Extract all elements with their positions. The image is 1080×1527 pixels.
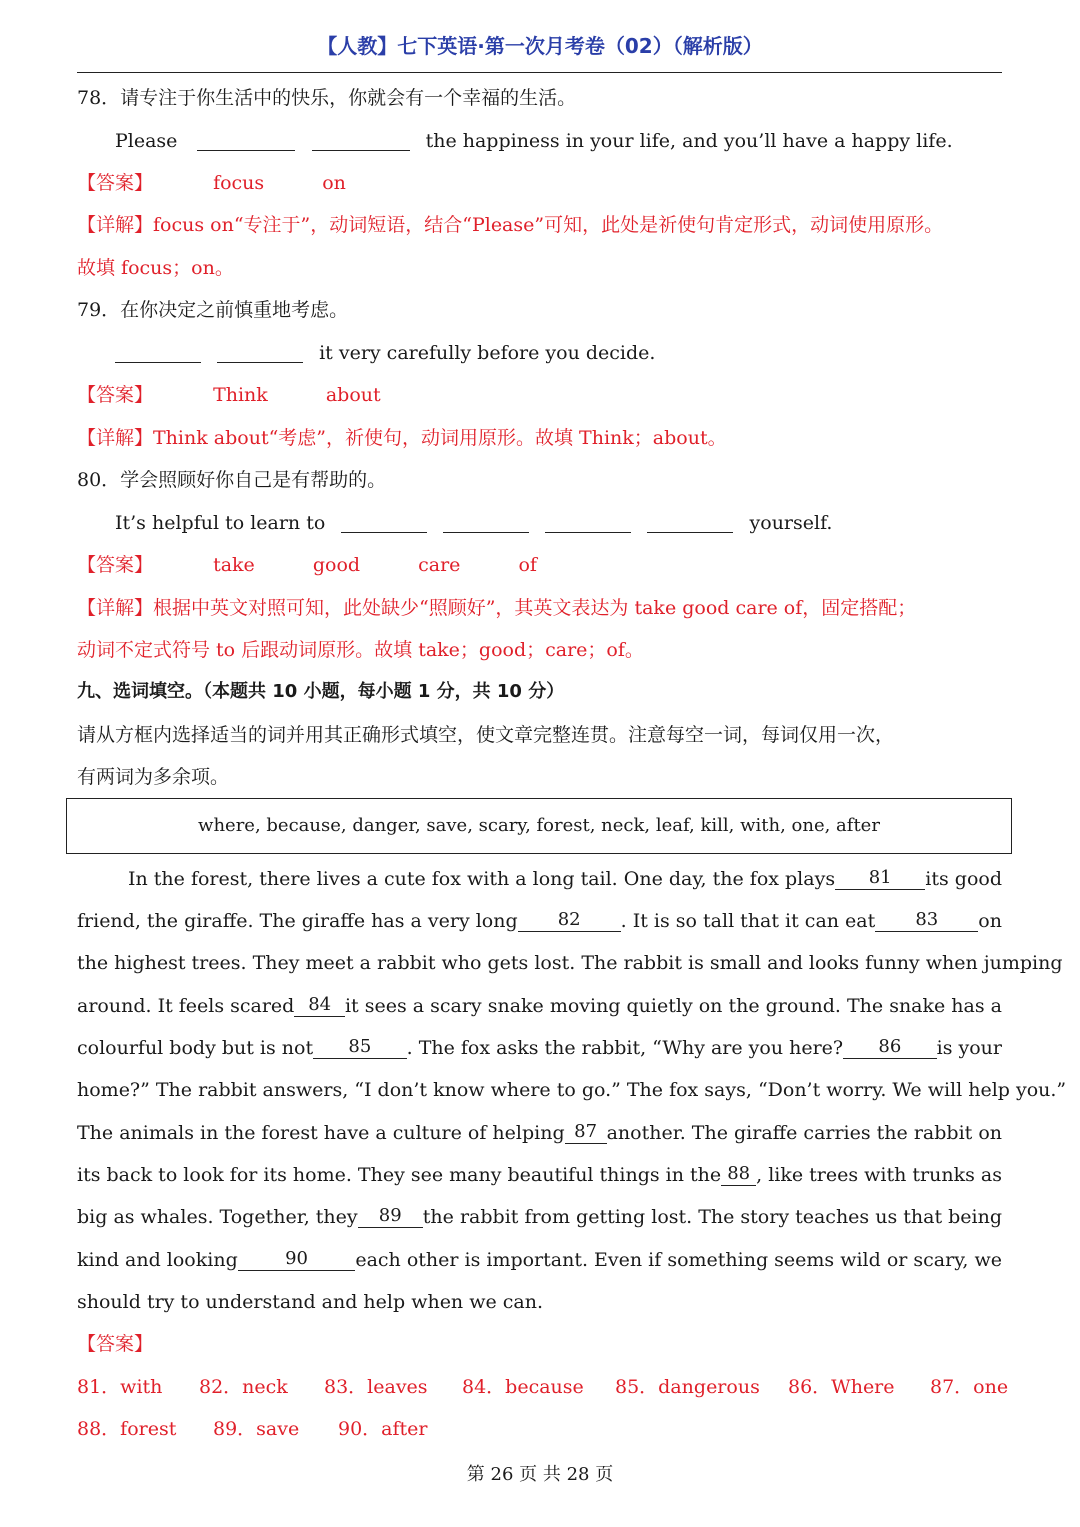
blank-84: 84 [294,994,345,1017]
q80-answer-4: of [518,554,537,576]
q79-answer [77,383,381,407]
section-9-title: 九、选词填空。（本题共 10 小题，每小题 1 分，共 10 分） [77,681,565,702]
q80-answer-1: take [213,554,255,576]
passage-text: its good [925,868,1002,890]
answer-89: 89．save [213,1418,300,1440]
passage-text: the highest trees. They meet a rabbit who gets lost. The rabbit is small and looks funny when jumping [77,952,1063,974]
passage-text: another. The giraffe carries the rabbit on [606,1122,1002,1144]
page-footer-number: 第 26 页 共 28 页 [466,1464,614,1485]
passage-line-10 [77,1248,1002,1272]
q78-sentence-after: the happiness in your life, and you’ll have a happy life. [425,130,953,152]
q80-blank-4 [647,512,733,533]
q79-blank-1 [115,342,201,363]
passage-line-2 [77,909,1002,933]
q80-blank-2 [443,512,529,533]
q79-sentence-after: it very carefully before you decide. [319,342,656,364]
section-9-instruction-2: 有两词为多余项。 [77,766,230,788]
passage-text: home?” The rabbit answers, “I don’t know where to go.” The fox says, “Don’t worry. We will help you.” [77,1079,1067,1101]
q79-detail-1: 【详解】Think about“考虑”，祈使句，动词用原形。故填 Think；about。 [77,427,727,449]
q80-answer [77,553,537,577]
passage-text: its back to look for its home. They see many beautiful things in the [77,1164,722,1186]
q79-answer-2: about [325,384,381,406]
page-header-title: 【人教】七下英语·第一次月考卷（02）（解析版） [317,34,763,58]
passage-line-5 [77,1036,1002,1060]
q78-answer [77,171,346,195]
answer-86: 86．Where [788,1376,895,1398]
section-9-answers-row-1 [77,1375,1009,1399]
q78-sentence-before: Please [115,130,178,152]
passage-text: . It is so tall that it can eat [620,910,876,932]
blank-87: 87 [565,1121,607,1144]
word-box: where, because, danger, save, scary, forest, neck, leaf, kill, with, one, after [66,798,1012,854]
q80-sentence-before: It’s helpful to learn to [115,512,326,534]
q80-prompt: 80．学会照顾好你自己是有帮助的。 [77,469,387,491]
answer-87: 87．one [930,1376,1009,1398]
passage-text: around. It feels scared [77,995,295,1017]
q78-detail-2: 故填 focus；on。 [77,257,234,279]
q78-sentence [115,129,953,153]
answer-83: 83．leaves [324,1376,428,1398]
passage-text: the rabbit from getting lost. The story teaches us that being [422,1206,1002,1228]
passage-text: each other is important. Even if something seems wild or scary, we [355,1249,1002,1271]
passage-text: The animals in the forest have a culture of helping [77,1122,565,1144]
blank-85: 85 [313,1036,407,1059]
passage-line-3 [77,951,1063,975]
passage-line-8 [77,1163,1002,1187]
q79-answer-label: 【答案】 [77,384,154,406]
section-9-answers-row-2 [77,1417,1002,1441]
q78-detail-1: 【详解】focus on“专注于”，动词短语，结合“Please”可知，此处是祈使句肯定形式，动词使用原形。 [77,214,944,236]
blank-89: 89 [358,1205,423,1228]
q78-answer-2: on [322,172,346,194]
answer-90: 90．after [338,1418,428,1440]
q80-sentence [115,511,832,535]
q79-sentence [115,341,655,365]
blank-82: 82 [518,909,621,932]
q80-answer-label: 【答案】 [77,554,154,576]
q80-detail-1: 【详解】根据中英文对照可知，此处缺少“照顾好”，其英文表达为 take good care of，固定搭配； [77,597,917,619]
q80-blank-1 [341,512,427,533]
passage-text: , like trees with trunks as [756,1164,1002,1186]
passage-text: big as whales. Together, they [77,1206,358,1228]
answer-84: 84．because [462,1376,584,1398]
passage-line-11 [77,1290,1002,1314]
answer-82: 82．neck [199,1376,288,1398]
header-divider [77,72,1002,73]
passage-line-9 [77,1205,1002,1229]
answer-88: 88．forest [77,1418,177,1440]
section-9-answer-label: 【答案】 [77,1333,154,1355]
q78-answer-1: focus [213,172,265,194]
passage-text: friend, the giraffe. The giraffe has a very long [77,910,518,932]
passage-line-4 [77,994,1002,1018]
q78-prompt: 78．请专注于你生活中的快乐，你就会有一个幸福的生活。 [77,87,577,109]
blank-81: 81 [835,867,925,890]
passage-text: In the forest, there lives a cute fox with a long tail. One day, the fox plays [128,868,836,890]
passage-text: it sees a scary snake moving quietly on the ground. The snake has a [344,995,1002,1017]
section-9-instruction-1: 请从方框内选择适当的词并用其正确形式填空，使文章完整连贯。注意每空一词，每词仅用一次， [77,724,895,746]
passage-line-7 [77,1121,1002,1145]
passage-text: . The fox asks the rabbit, “Why are you here? [406,1037,844,1059]
q78-answer-label: 【答案】 [77,172,154,194]
q79-answer-1: Think [213,384,268,406]
q80-answer-3: care [418,554,461,576]
q80-answer-2: good [312,554,361,576]
blank-83: 83 [875,909,978,932]
q78-blank-1 [197,130,295,151]
q80-sentence-after: yourself. [749,512,833,534]
passage-text: kind and looking [77,1249,238,1271]
q80-blank-3 [545,512,631,533]
q78-blank-2 [312,130,410,151]
answer-85: 85．dangerous [615,1376,760,1398]
blank-90: 90 [238,1248,356,1271]
passage-text: is your [936,1037,1002,1059]
q80-detail-2: 动词不定式符号 to 后跟动词原形。故填 take；good；care；of。 [77,639,644,661]
q79-prompt: 79．在你决定之前慎重地考虑。 [77,299,349,321]
blank-86: 86 [843,1036,937,1059]
q79-blank-2 [217,342,303,363]
answer-81: 81．with [77,1376,163,1398]
blank-88: 88 [721,1163,756,1186]
passage-line-6 [77,1078,1067,1102]
passage-text: on [978,910,1002,932]
passage-text: colourful body but is not [77,1037,314,1059]
passage-line-1 [128,867,1002,891]
passage-text: should try to understand and help when we can. [77,1291,544,1313]
